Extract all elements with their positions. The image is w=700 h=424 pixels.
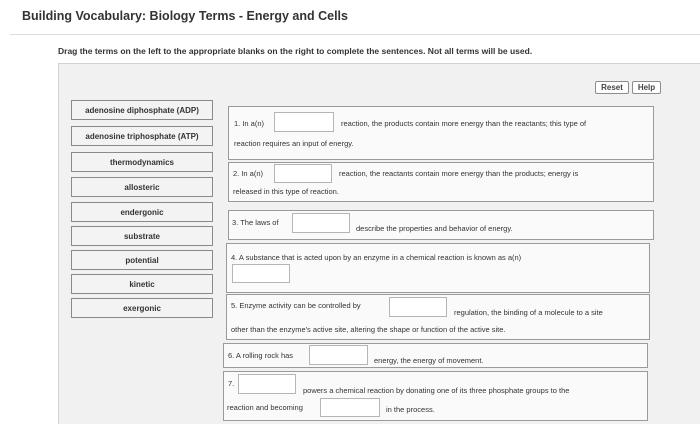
term-endergonic[interactable]: endergonic	[71, 202, 213, 222]
term-allosteric[interactable]: allosteric	[71, 177, 213, 197]
sentence-5-blank[interactable]	[389, 297, 447, 317]
sentence-6	[223, 343, 648, 368]
sentence-6-blank[interactable]	[309, 345, 368, 365]
term-exergonic[interactable]: exergonic	[71, 298, 213, 318]
term-atp[interactable]: adenosine triphosphate (ATP)	[71, 126, 213, 146]
sentence-1-prefix: 1. In a(n)	[234, 119, 265, 128]
sentence-3-prefix: 3. The laws of	[232, 218, 279, 227]
sentence-2	[228, 162, 654, 202]
sentence-5-prefix: 5. Enzyme activity can be controlled by	[231, 301, 361, 310]
sentence-2-blank[interactable]	[274, 164, 332, 183]
term-potential[interactable]: potential	[71, 250, 213, 270]
sentence-5	[226, 294, 650, 340]
sentence-5-suffix: regulation, the binding of a molecule to a site	[454, 308, 603, 317]
sentence-7-line2: reaction and becoming	[227, 403, 303, 412]
sentence-7	[223, 371, 648, 421]
sentence-4	[226, 243, 650, 293]
sentence-6-prefix: 6. A rolling rock has	[228, 351, 294, 360]
title-divider	[10, 34, 700, 35]
sentence-2-suffix: reaction, the reactants contain more energy than the products; energy is	[339, 169, 579, 178]
sentence-3-blank[interactable]	[292, 213, 350, 233]
reset-button[interactable]: Reset	[595, 81, 629, 94]
sentence-5-line2: other than the enzyme's active site, altering the shape or function of the active site.	[231, 325, 506, 334]
sentence-1-suffix: reaction, the products contain more energy than the reactants; this type of	[341, 119, 587, 128]
instructions: Drag the terms on the left to the appropriate blanks on the right to complete the sentences. Not all terms will be used.	[58, 46, 533, 56]
sentence-7-blank-1[interactable]	[238, 374, 296, 394]
sentence-1-blank[interactable]	[274, 112, 334, 132]
sentence-1	[228, 106, 654, 160]
sentence-7-blank-2[interactable]	[320, 398, 380, 417]
sentence-2-line2: released in this type of reaction.	[233, 187, 339, 196]
sentence-4-text: 4. A substance that is acted upon by an enzyme in a chemical reaction is known as a(n)	[231, 253, 522, 262]
term-adp[interactable]: adenosine diphosphate (ADP)	[71, 100, 213, 120]
sentence-3-suffix: describe the properties and behavior of energy.	[356, 224, 513, 233]
term-kinetic[interactable]: kinetic	[71, 274, 213, 294]
term-substrate[interactable]: substrate	[71, 226, 213, 246]
help-button[interactable]: Help	[632, 81, 661, 94]
term-thermodynamics[interactable]: thermodynamics	[71, 152, 213, 172]
sentence-7-suffix: powers a chemical reaction by donating one of its three phosphate groups to the	[303, 386, 570, 395]
sentence-7-prefix: 7.	[228, 379, 235, 388]
sentence-3	[228, 210, 654, 240]
sentence-7-line2-suffix: in the process.	[386, 405, 435, 414]
page-title: Building Vocabulary: Biology Terms - Energy and Cells	[22, 9, 348, 23]
sentence-2-prefix: 2. In a(n)	[233, 169, 264, 178]
sentence-6-suffix: energy, the energy of movement.	[374, 356, 484, 365]
sentence-4-blank[interactable]	[232, 264, 290, 283]
sentence-1-line2: reaction requires an input of energy.	[234, 139, 354, 148]
